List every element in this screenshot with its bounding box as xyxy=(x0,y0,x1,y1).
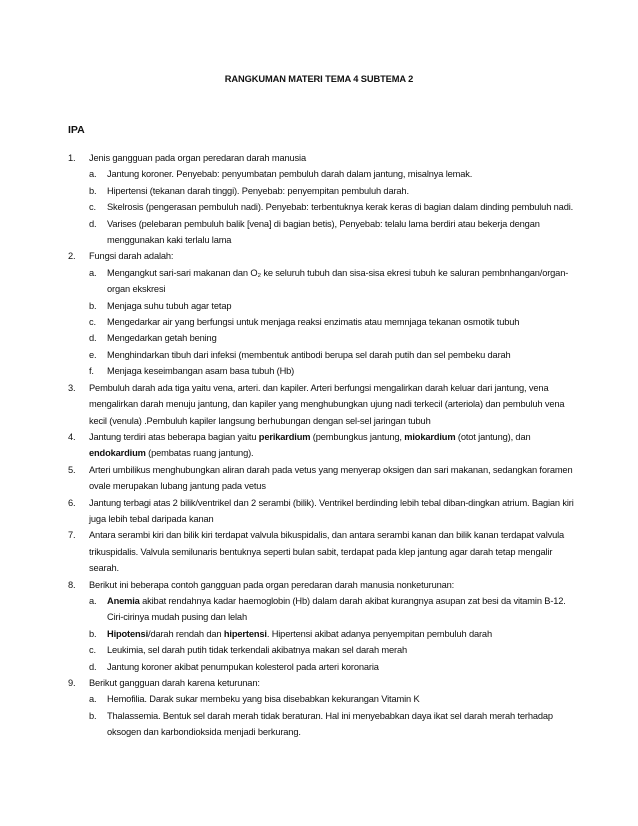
sub-letter: c. xyxy=(89,317,96,328)
sub-item-9b xyxy=(68,708,574,741)
sub-text-mid: /darah rendah dan xyxy=(148,628,224,639)
item-number: 9. xyxy=(68,678,76,688)
sub-item-8c xyxy=(68,642,574,658)
sub-item-2e xyxy=(68,347,574,363)
sub-item-2b xyxy=(68,298,574,314)
term-perikardium: perikardium xyxy=(258,431,311,442)
item-text: Antara serambi kiri dan bilik kiri terdapat valvula bikuspidalis, dan antara serambi kanan dan bilik kanan terdapat valvula trikuspidalis. Valvula semilunaris bentuknya seperti bulan sabit, terdapat pada klep jantung agar darah tetap mengalir searah. xyxy=(89,530,565,574)
sub-text: Jantung koroner akibat penumpukan kolesterol pada arteri koronaria xyxy=(107,661,379,672)
sub-text: . Hipertensi akibat adanya penyempitan pembuluh darah xyxy=(266,628,492,639)
sub-text: Menjaga suhu tubuh agar tetap xyxy=(107,300,232,311)
sub-item-1c xyxy=(68,199,574,215)
item-number: 7. xyxy=(68,530,76,541)
sub-text: Varises (pelebaran pembuluh balik [vena] di bagian betis), Penyebab: telalu lama berdiri atau bekerja dengan menggunakan kaki terlalu lama xyxy=(107,218,540,246)
item-number: 8. xyxy=(68,579,76,590)
list-item-1 xyxy=(68,150,574,166)
item-text: Pembuluh darah ada tiga yaitu vena, arteri. dan kapiler. Arteri berfungsi mengalirkan darah keluar dari jantung, vena mengalirkan darah menuju jantung, dan kapiler yang menghubungkan ujung nadi terkecil (arteriola) dan pembuluh vena kecil (venula) .Pembuluh kapiler langsung berhubungan dengan sel-sel jaringan tubuh xyxy=(89,382,565,426)
item-text: Berikut gangguan darah karena keturunan: xyxy=(89,678,260,688)
sub-letter: b. xyxy=(89,710,97,721)
sub-text: Leukimia, sel darah putih tidak terkendali akibatnya makan sel darah merah xyxy=(107,645,408,656)
sub-letter: a. xyxy=(89,267,97,278)
item-number: 3. xyxy=(68,382,76,393)
list-item-8 xyxy=(68,577,574,593)
sub-text: Hemofilia. Darak sukar membeku yang bisa disebabkan kekurangan Vitamin K xyxy=(107,694,420,705)
sub-text: Menjaga keseimbangan asam basa tubuh (Hb) xyxy=(107,366,295,377)
sub-item-1a xyxy=(68,166,574,182)
sub-letter: a. xyxy=(89,694,97,705)
sub-text: Mengedarkar air yang berfungsi untuk menjaga reaksi enzimatis atau memnjaga tekanan osmotik tubuh xyxy=(107,317,520,328)
item-number: 2. xyxy=(68,251,76,262)
section-heading: IPA xyxy=(68,124,85,136)
sub-text: Skelrosis (pengerasan pembuluh nadi). Penyebab: terbentuknya kerak keras di bagian dalam dinding pembuluh nadi. xyxy=(107,202,574,213)
term-hipertensi: hipertensi xyxy=(223,628,267,639)
term-anemia: Anemia xyxy=(107,595,140,606)
item-text-post: (pembatas ruang jantung). xyxy=(145,448,254,459)
sub-item-2f xyxy=(68,363,574,379)
sub-letter: b. xyxy=(89,300,97,311)
sub-text: akibat rendahnya kadar haemoglobin (Hb) dalam darah akibat kurangnya asupan zat besi da vitamin B-12. Ciri-cirinya mudah pusing dan lelah xyxy=(107,595,566,623)
item-text-mid2: (otot jantung), dan xyxy=(455,431,531,442)
sub-item-9a xyxy=(68,691,574,707)
sub-text: Thalassemia. Bentuk sel darah merah tidak beraturan. Hal ini menyebabkan daya ikat sel darah merah terhadap oksogen dan karbondioksida menjadi berkurang. xyxy=(107,710,553,738)
sub-item-1d xyxy=(68,216,574,249)
list-item-7 xyxy=(68,527,574,576)
sub-item-8a xyxy=(68,593,574,626)
sub-letter: c. xyxy=(89,645,96,656)
list-item-3 xyxy=(68,380,574,429)
sub-letter: d. xyxy=(89,661,97,672)
item-text: Jenis gangguan pada organ peredaran darah manusia xyxy=(89,153,306,163)
list-item-2 xyxy=(68,248,574,264)
term-miokardium: miokardium xyxy=(404,431,456,442)
sub-item-8d xyxy=(68,659,574,675)
item-number: 5. xyxy=(68,464,76,475)
list-item-4 xyxy=(68,429,574,462)
item-text: Jantung terbagi atas 2 bilik/ventrikel dan 2 serambi (bilik). Ventrikel berdinding lebih tebal diban-dingkan atrium. Bagian kiri juga lebih tebal daripada kanan xyxy=(89,497,574,524)
item-text-pre: Jantung terdiri atas beberapa bagian yaitu xyxy=(89,431,259,442)
sub-letter: d. xyxy=(89,218,97,229)
item-text-mid1: (pembungkus jantung, xyxy=(310,431,405,442)
item-number: 6. xyxy=(68,497,76,508)
sub-letter: d. xyxy=(89,333,97,344)
item-number: 4. xyxy=(68,431,76,442)
list-item-9 xyxy=(68,675,574,691)
sub-item-1b xyxy=(68,183,574,199)
sub-letter: e. xyxy=(89,349,97,360)
item-text: Arteri umbilikus menghubungkan aliran darah pada vetus yang menyerap oksigen dan sari makanan, sedangkan foramen ovale merupakan lubang jantung pada vetus xyxy=(89,464,573,492)
sub-letter: c. xyxy=(89,202,96,213)
list-item-6 xyxy=(68,495,574,528)
item-text: Berikut ini beberapa contoh gangguan pada organ peredaran darah manusia nonketurunan: xyxy=(89,579,455,590)
sub-letter: a. xyxy=(89,169,97,180)
item-number: 1. xyxy=(68,153,76,163)
sub-letter: f. xyxy=(89,366,94,377)
sub-text: Menghindarkan tibuh dari infeksi (membentuk antibodi berupa sel darah putih dan sel pembeku darah xyxy=(107,349,511,360)
sub-item-2d xyxy=(68,330,574,346)
item-text: Fungsi darah adalah: xyxy=(89,251,174,262)
sub-letter: a. xyxy=(89,595,97,606)
sub-item-8b xyxy=(68,626,574,642)
document-title: RANGKUMAN MATERI TEMA 4 SUBTEMA 2 xyxy=(224,74,414,84)
sub-item-2a xyxy=(68,265,574,298)
term-endokardium: endokardium xyxy=(89,448,146,459)
sub-text: Mengedarkan getah bening xyxy=(107,333,217,344)
sub-text: Hipertensi (tekanan darah tinggi). Penyebab: penyempitan pembuluh darah. xyxy=(107,185,409,196)
document-body xyxy=(68,150,574,741)
sub-letter: b. xyxy=(89,628,97,639)
sub-text: Jantung koroner. Penyebab: penyumbatan pembuluh darah dalam jantung, misalnya lemak. xyxy=(107,169,473,180)
term-hipotensi: Hipotensi xyxy=(107,628,149,639)
list-item-5 xyxy=(68,462,574,495)
sub-text: Mengangkut sari-sari makanan dan O₂ ke seluruh tubuh dan sisa-sisa ekresi tubuh ke saluran pembnhangan/organ-organ ekskresi xyxy=(107,267,569,295)
sub-letter: b. xyxy=(89,185,97,196)
sub-item-2c xyxy=(68,314,574,330)
